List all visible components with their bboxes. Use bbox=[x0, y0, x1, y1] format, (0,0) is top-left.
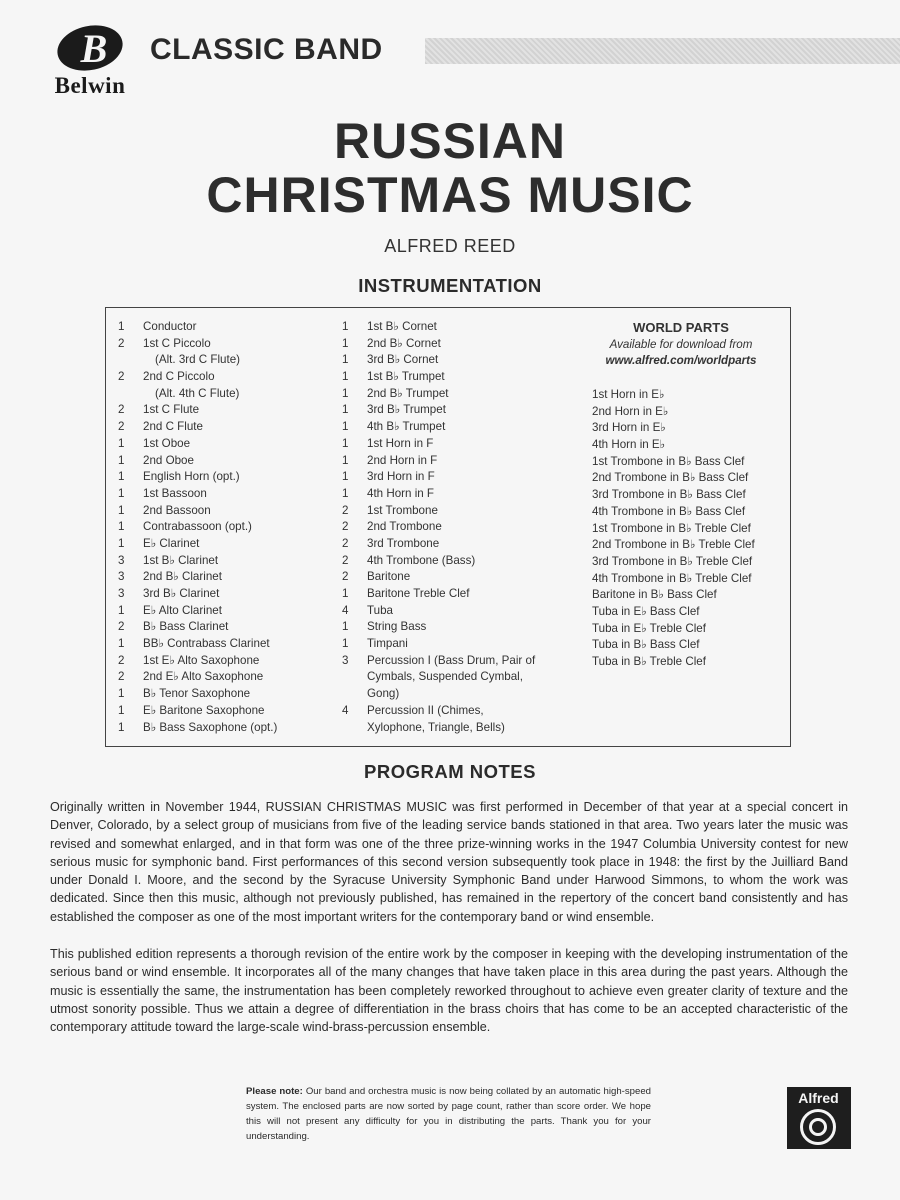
instrument-quantity: 1 bbox=[342, 386, 349, 400]
instrument-name: 1st Oboe bbox=[143, 436, 191, 450]
instrument-quantity: 1 bbox=[342, 336, 349, 350]
instrument-name: 3rd B♭ Trumpet bbox=[367, 403, 446, 417]
world-part-item: Tuba in E♭ Bass Clef bbox=[592, 604, 700, 618]
instrument-quantity: 2 bbox=[118, 620, 125, 634]
series-title: CLASSIC BAND bbox=[150, 33, 383, 66]
instrument-name: Tuba bbox=[367, 603, 393, 617]
instrument-quantity: 2 bbox=[342, 503, 349, 517]
instrument-quantity: 2 bbox=[118, 653, 125, 667]
instrument-quantity: 2 bbox=[342, 536, 349, 550]
instrument-quantity: 2 bbox=[118, 370, 125, 384]
instrument-quantity: 1 bbox=[118, 503, 125, 517]
instrument-quantity: 1 bbox=[342, 420, 349, 434]
instrument-name: Baritone bbox=[367, 570, 411, 584]
title-line-2: CHRISTMAS MUSIC bbox=[206, 167, 694, 223]
alfred-logo-circle bbox=[800, 1109, 836, 1145]
world-part-item: 3rd Trombone in B♭ Bass Clef bbox=[592, 488, 746, 502]
instrument-quantity: 1 bbox=[118, 603, 125, 617]
instrument-quantity: 1 bbox=[118, 637, 125, 651]
world-parts-section bbox=[576, 318, 786, 668]
instrument-name: Cymbals, Suspended Cymbal, bbox=[367, 670, 523, 684]
instrument-name: E♭ Baritone Saxophone bbox=[143, 703, 265, 717]
belwin-logo bbox=[30, 24, 145, 102]
instrument-name: 4th Horn in F bbox=[367, 486, 435, 500]
instrument-name: 2nd B♭ Cornet bbox=[367, 336, 441, 350]
world-parts-subtitle: Available for download from bbox=[609, 338, 753, 351]
instrument-quantity: 1 bbox=[342, 620, 349, 634]
instrument-quantity: 1 bbox=[342, 486, 349, 500]
instrument-name: E♭ Clarinet bbox=[143, 536, 200, 550]
instrument-quantity: 1 bbox=[342, 587, 349, 600]
world-part-item: Tuba in E♭ Treble Clef bbox=[592, 621, 706, 635]
instrument-name: E♭ Alto Clarinet bbox=[143, 603, 222, 617]
instrument-name: 2nd Bassoon bbox=[143, 503, 211, 517]
world-part-item: 1st Trombone in B♭ Bass Clef bbox=[592, 454, 745, 468]
instrument-name: 1st Trombone bbox=[367, 503, 438, 517]
instrument-quantity: 1 bbox=[118, 436, 125, 450]
world-part-item: 4th Trombone in B♭ Bass Clef bbox=[592, 504, 746, 518]
instrument-name: 1st C Piccolo bbox=[143, 336, 211, 350]
instrument-name: Xylophone, Triangle, Bells) bbox=[367, 720, 505, 734]
collation-footnote bbox=[246, 1084, 651, 1144]
instrument-name: 3rd B♭ Cornet bbox=[367, 353, 439, 367]
instrument-name: (Alt. 4th C Flute) bbox=[155, 386, 240, 400]
world-part-item: 1st Horn in E♭ bbox=[592, 388, 665, 401]
world-part-item: 2nd Trombone in B♭ Treble Clef bbox=[592, 538, 755, 552]
belwin-logo-letter: B bbox=[80, 26, 108, 71]
instrument-quantity: 3 bbox=[118, 587, 125, 600]
instrument-name: String Bass bbox=[367, 620, 427, 634]
world-part-item: 3rd Trombone in B♭ Treble Clef bbox=[592, 554, 753, 568]
instrumentation-heading: INSTRUMENTATION bbox=[358, 275, 542, 296]
instrument-name: 1st C Flute bbox=[143, 403, 200, 417]
instrument-name: (Alt. 3rd C Flute) bbox=[155, 353, 241, 367]
instrument-quantity: 2 bbox=[118, 670, 125, 684]
instrument-quantity: 1 bbox=[342, 436, 349, 450]
instrument-quantity: 2 bbox=[118, 420, 125, 434]
instrument-name: Percussion II (Chimes, bbox=[367, 703, 484, 717]
world-part-item: Tuba in B♭ Treble Clef bbox=[592, 655, 706, 668]
instrument-name: 2nd Horn in F bbox=[367, 453, 438, 467]
instrument-quantity: 1 bbox=[342, 353, 349, 367]
instrument-quantity: 3 bbox=[118, 570, 125, 584]
instrument-name: Gong) bbox=[367, 687, 400, 701]
instrument-name: 3rd Horn in F bbox=[367, 470, 435, 484]
instrument-quantity: 4 bbox=[342, 603, 349, 617]
instrument-quantity: 2 bbox=[342, 553, 349, 567]
instrument-name: 3rd B♭ Clarinet bbox=[143, 587, 220, 600]
instrument-quantity: 1 bbox=[342, 453, 349, 467]
world-part-item: 3rd Horn in E♭ bbox=[592, 421, 666, 435]
world-part-item: Baritone in B♭ Bass Clef bbox=[592, 588, 717, 602]
world-parts-list bbox=[592, 387, 755, 671]
footnote-text: Our band and orchestra music is now being collated by an automatic high-speed system. The enclosed parts are now sorted by page count, rather than score order. We hope this will not present any difficulty for you in distributing the parts. Thank you for your understanding. bbox=[246, 1086, 651, 1142]
instrument-quantity: 1 bbox=[118, 536, 125, 550]
instrument-name: 2nd C Flute bbox=[143, 420, 203, 434]
world-parts-url[interactable]: www.alfred.com/worldparts bbox=[605, 354, 757, 367]
instrument-name: 2nd B♭ Clarinet bbox=[143, 570, 222, 584]
belwin-logo-text: Belwin bbox=[54, 73, 126, 98]
instrument-quantity: 1 bbox=[342, 320, 349, 333]
instrument-name: 4th Trombone (Bass) bbox=[367, 553, 476, 567]
instrument-name: B♭ Tenor Saxophone bbox=[143, 687, 251, 701]
world-part-item: 4th Horn in E♭ bbox=[592, 438, 666, 452]
world-part-item: 1st Trombone in B♭ Treble Clef bbox=[592, 521, 751, 535]
instrument-name: 2nd Trombone bbox=[367, 520, 442, 534]
instrument-name: 2nd Oboe bbox=[143, 453, 194, 467]
instrument-name: 1st B♭ Cornet bbox=[367, 320, 437, 333]
instrument-quantity: 1 bbox=[118, 320, 125, 333]
alfred-logo-text: Alfred bbox=[798, 1090, 839, 1106]
instrument-quantity: 2 bbox=[118, 403, 125, 417]
instrument-name: 1st B♭ Clarinet bbox=[143, 553, 219, 567]
program-notes bbox=[50, 798, 848, 1056]
instrument-name: 2nd B♭ Trumpet bbox=[367, 386, 449, 400]
instrument-quantity: 2 bbox=[342, 570, 349, 584]
instrument-quantity: 1 bbox=[342, 370, 349, 384]
alfred-logo bbox=[787, 1087, 851, 1149]
instrument-quantity: 3 bbox=[342, 653, 349, 667]
instrument-name: Conductor bbox=[143, 320, 197, 333]
world-part-item: 2nd Horn in E♭ bbox=[592, 404, 669, 418]
instrument-name: 2nd E♭ Alto Saxophone bbox=[143, 670, 264, 684]
series-bar-decoration bbox=[425, 38, 900, 64]
instrumentation-box bbox=[105, 307, 791, 747]
world-parts-title: WORLD PARTS bbox=[633, 320, 729, 335]
instrument-quantity: 1 bbox=[118, 453, 125, 467]
instrument-name: Percussion I (Bass Drum, Pair of bbox=[367, 653, 536, 667]
instrument-name: BB♭ Contrabass Clarinet bbox=[143, 637, 270, 651]
instrument-name: 4th B♭ Trumpet bbox=[367, 420, 446, 434]
instrument-quantity: 1 bbox=[342, 637, 349, 651]
instrument-quantity: 1 bbox=[118, 720, 125, 734]
instrument-quantity: 1 bbox=[342, 470, 349, 484]
program-notes-paragraph-1: Originally written in November 1944, RUSSIAN CHRISTMAS MUSIC was first performed in December of that year at a special concert in Denver, Colorado, by a select group of musicians from five of the leading service bands stationed in that area. Two years later the music was revised and somewhat enlarged, and in that form was one of the three prize-winning works in the 1947 Columbia University contest for new serious music for symphonic band. First performances of this second version subsequently took place in 1948: the first by the Juilliard Band under Donald I. Moore, and the second by the Syracuse University Symphonic Band under Harwood Simmons, to whom the work was dedicated. Since then this music, although not previously published, has remained in the repertory of the concert band consistently and has established the composer as one of the most important writers for the contemporary band or wind ensemble. bbox=[50, 800, 848, 924]
instrument-name: 1st E♭ Alto Saxophone bbox=[143, 653, 260, 667]
instrument-name: English Horn (opt.) bbox=[143, 470, 240, 484]
instrument-name: 1st Horn in F bbox=[367, 436, 434, 450]
world-part-item: Tuba in B♭ Bass Clef bbox=[592, 638, 700, 652]
instrument-quantity: 2 bbox=[118, 336, 125, 350]
instrument-name: 1st Bassoon bbox=[143, 486, 207, 500]
instrument-name: B♭ Bass Saxophone (opt.) bbox=[143, 720, 278, 734]
instrument-name: Timpani bbox=[367, 637, 408, 651]
program-notes-paragraph-2: This published edition represents a thorough revision of the entire work by the composer in keeping with the developing instrumentation of the serious band or wind ensemble. It incorporates all of the many changes that have taken place in this area during the past years. Although the music is essentially the same, the instrumentation has been completely reworked throughout to achieve even greater clarity of texture and the utmost sonority possible. Thus we attain a degree of differentiation in the brass choirs that has come to be an accepted characteristic of the contemporary attitude toward the large-scale wind-brass-percussion ensemble. bbox=[50, 947, 848, 1035]
instrument-name: B♭ Bass Clarinet bbox=[143, 620, 229, 634]
instrument-quantity: 2 bbox=[342, 520, 349, 534]
program-notes-heading: PROGRAM NOTES bbox=[364, 761, 536, 782]
instrument-name: Baritone Treble Clef bbox=[367, 587, 470, 600]
instrument-quantity: 1 bbox=[342, 403, 349, 417]
world-part-item: 2nd Trombone in B♭ Bass Clef bbox=[592, 471, 749, 485]
instrument-quantity: 1 bbox=[118, 486, 125, 500]
composer-name: ALFRED REED bbox=[384, 236, 516, 256]
instrument-name: 2nd C Piccolo bbox=[143, 370, 215, 384]
instrument-name: 1st B♭ Trumpet bbox=[367, 370, 445, 384]
footnote-label: Please note: bbox=[246, 1086, 303, 1097]
title-line-1: RUSSIAN bbox=[333, 113, 567, 169]
instrument-name: Contrabassoon (opt.) bbox=[143, 520, 252, 534]
instrument-quantity: 1 bbox=[118, 687, 125, 701]
instrument-quantity: 1 bbox=[118, 520, 125, 534]
instrument-quantity: 1 bbox=[118, 703, 125, 717]
instrument-quantity: 1 bbox=[118, 470, 125, 484]
world-part-item: 4th Trombone in B♭ Treble Clef bbox=[592, 571, 752, 585]
instrument-quantity: 4 bbox=[342, 703, 349, 717]
instrument-quantity: 3 bbox=[118, 553, 125, 567]
instrument-name: 3rd Trombone bbox=[367, 536, 440, 550]
